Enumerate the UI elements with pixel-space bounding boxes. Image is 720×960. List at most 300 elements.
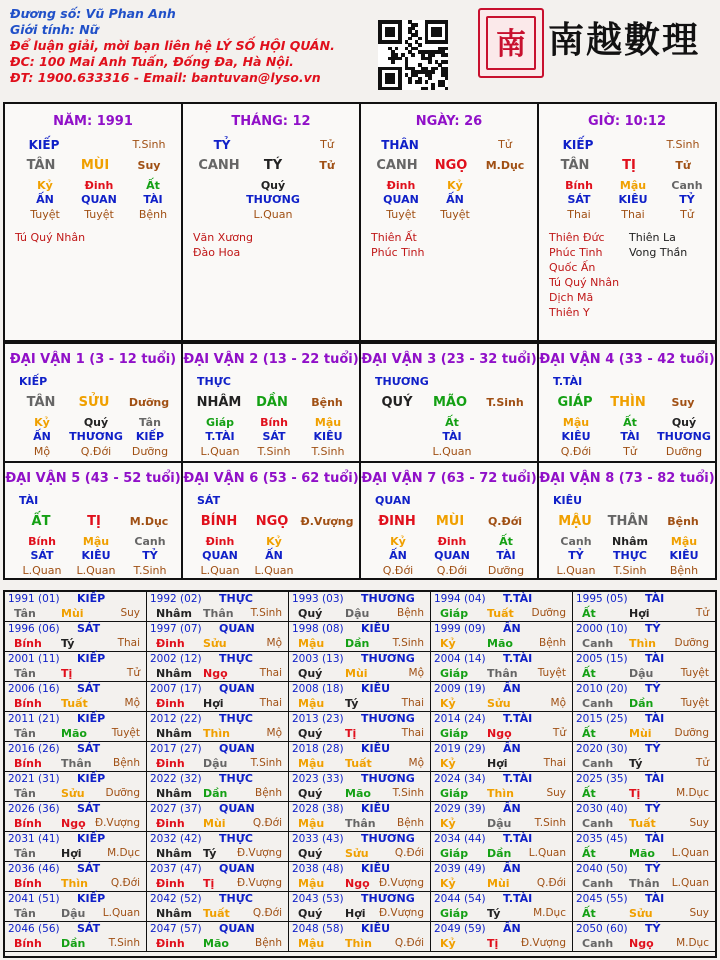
ten-god: SÁT bbox=[30, 549, 54, 562]
dai-van-top-god: SÁT bbox=[197, 494, 221, 507]
contact-line: Để luận giải, mời bạn liên hệ LÝ SỐ HỘI QUÁN. bbox=[10, 38, 335, 53]
pillar-top-god: KIẾP bbox=[28, 138, 60, 152]
hidden-stem: Mậu bbox=[619, 179, 647, 192]
year-cell bbox=[147, 802, 289, 832]
year-ten-god: THƯƠNG bbox=[361, 592, 415, 605]
earthly-branch: TÝ bbox=[263, 158, 283, 173]
heavenly-stem: TÂN bbox=[26, 395, 56, 410]
year-stem: Đinh bbox=[156, 757, 185, 770]
life-stage: Thai bbox=[567, 208, 591, 221]
year-stem: Kỷ bbox=[440, 937, 456, 950]
qr-code-icon[interactable] bbox=[378, 20, 448, 90]
year-stem: Quý bbox=[298, 787, 323, 800]
dai-van-top-god: QUAN bbox=[375, 494, 411, 507]
year-label: 1992 (02) bbox=[150, 593, 202, 605]
year-cell bbox=[573, 832, 715, 862]
year-ten-god: TÀI bbox=[645, 652, 665, 665]
dai-van-status: Q.Đới bbox=[487, 515, 523, 528]
ten-god: ẤN bbox=[265, 549, 283, 562]
dai-van-status: Suy bbox=[671, 396, 695, 409]
year-stem: Ất bbox=[582, 607, 596, 620]
year-cell bbox=[5, 802, 147, 832]
ten-god: THƯƠNG bbox=[246, 193, 300, 206]
year-ten-god: TỶ bbox=[645, 742, 661, 755]
year-label: 2038 (48) bbox=[292, 863, 344, 875]
hidden-stem: Bính bbox=[28, 535, 56, 548]
year-cell bbox=[147, 892, 289, 922]
ten-god: THƯƠNG bbox=[69, 430, 123, 443]
year-ten-god: T.TÀI bbox=[503, 772, 533, 785]
year-ten-god: T.TÀI bbox=[503, 652, 533, 665]
year-stem: Tân bbox=[14, 787, 36, 800]
year-ten-god: THƯƠNG bbox=[361, 712, 415, 725]
year-stem: Bính bbox=[14, 937, 42, 950]
year-label: 2009 (19) bbox=[434, 683, 486, 695]
life-stage: Tuyệt bbox=[440, 208, 470, 221]
year-label: 2004 (14) bbox=[434, 653, 486, 665]
year-branch: Tý bbox=[629, 757, 643, 770]
ten-god: TỶ bbox=[679, 193, 695, 206]
life-stage: Tuyệt bbox=[386, 208, 416, 221]
year-cell bbox=[573, 772, 715, 802]
year-branch: Mùi bbox=[487, 877, 510, 890]
year-stem: Bính bbox=[14, 637, 42, 650]
dai-van-title: ĐẠI VẬN 2 (13 - 22 tuổi) bbox=[183, 352, 359, 367]
year-ten-god: TÀI bbox=[645, 832, 665, 845]
dai-van-title: ĐẠI VẬN 4 (33 - 42 tuổi) bbox=[539, 352, 715, 367]
year-stage: M.Dục bbox=[676, 937, 709, 949]
year-stage: Đ.Vượng bbox=[378, 907, 424, 919]
year-stage: T.Sinh bbox=[392, 787, 424, 799]
shen-sha-star: Văn Xương bbox=[193, 231, 253, 244]
year-stage: Bệnh bbox=[397, 817, 424, 829]
pillar-title: NĂM: 1991 bbox=[53, 114, 133, 129]
year-branch: Dậu bbox=[345, 607, 370, 620]
earthly-branch: THÂN bbox=[607, 514, 649, 529]
year-label: 2031 (41) bbox=[8, 833, 60, 845]
year-ten-god: THƯƠNG bbox=[361, 772, 415, 785]
year-label: 2021 (31) bbox=[8, 773, 60, 785]
year-cell bbox=[289, 712, 431, 742]
heavenly-stem: TÂN bbox=[26, 158, 56, 173]
life-stage: L.Quan bbox=[200, 445, 240, 458]
year-stem: Đinh bbox=[156, 817, 185, 830]
year-cell bbox=[147, 922, 289, 952]
year-branch: Tị bbox=[629, 787, 641, 800]
year-ten-god: KIÊU bbox=[361, 742, 391, 755]
year-cell bbox=[289, 892, 431, 922]
life-stage: Tử bbox=[680, 208, 694, 221]
year-stage: Q.Đới bbox=[394, 847, 424, 859]
dai-van-top-god: TÀI bbox=[19, 494, 39, 507]
year-cell bbox=[5, 862, 147, 892]
year-label: 2032 (42) bbox=[150, 833, 202, 845]
ten-god: TÀI bbox=[143, 193, 163, 206]
year-label: 2030 (40) bbox=[576, 803, 628, 815]
chart-header bbox=[10, 6, 370, 86]
year-stem: Canh bbox=[582, 697, 614, 710]
year-stem: Bính bbox=[14, 817, 42, 830]
year-stem: Ất bbox=[582, 787, 596, 800]
hidden-stem: Giáp bbox=[205, 416, 235, 429]
earthly-branch: DẦN bbox=[256, 395, 288, 410]
year-ten-god: SÁT bbox=[77, 922, 101, 935]
year-stage: Thai bbox=[259, 667, 282, 679]
hidden-stem: Kỷ bbox=[34, 416, 50, 429]
year-branch: Ngọ bbox=[345, 877, 370, 890]
shen-sha-star: Đào Hoa bbox=[193, 246, 241, 259]
year-ten-god: THỰC bbox=[219, 592, 253, 605]
year-ten-god: QUAN bbox=[219, 742, 255, 755]
year-label: 2017 (27) bbox=[150, 743, 202, 755]
year-cell bbox=[5, 772, 147, 802]
pillar-status: Tử bbox=[319, 159, 335, 172]
life-stage: T.Sinh bbox=[311, 445, 345, 458]
hidden-stem: Bính bbox=[260, 416, 288, 429]
year-cell bbox=[573, 712, 715, 742]
year-branch: Tị bbox=[345, 727, 357, 740]
year-branch: Hợi bbox=[61, 847, 82, 860]
year-branch: Dần bbox=[629, 697, 654, 710]
year-stage: Mộ bbox=[550, 697, 566, 709]
ten-god: QUAN bbox=[434, 549, 470, 562]
year-branch: Thân bbox=[203, 607, 234, 620]
year-stage: Mộ bbox=[266, 637, 282, 649]
year-cell bbox=[431, 802, 573, 832]
year-label: 2047 (57) bbox=[150, 923, 202, 935]
hidden-stem: Canh bbox=[671, 179, 703, 192]
dai-van-panel bbox=[3, 342, 717, 580]
year-ten-god: TỶ bbox=[645, 622, 661, 635]
ten-god: THƯƠNG bbox=[657, 430, 711, 443]
phone-email-line: ĐT: 1900.633316 - Email: bantuvan@lyso.vn bbox=[10, 70, 321, 85]
pillar-title: GIỜ: 10:12 bbox=[588, 114, 666, 129]
year-stem: Tân bbox=[14, 727, 36, 740]
year-ten-god: ẤN bbox=[503, 802, 521, 815]
year-cell bbox=[5, 832, 147, 862]
red-seal-logo: 南 bbox=[478, 8, 544, 78]
year-cell bbox=[573, 862, 715, 892]
dai-van-top-god: THỰC bbox=[197, 375, 231, 388]
year-label: 2012 (22) bbox=[150, 713, 202, 725]
year-label: 2039 (49) bbox=[434, 863, 486, 875]
pillar-top-god: KIẾP bbox=[562, 138, 594, 152]
year-stem: Giáp bbox=[440, 607, 469, 620]
year-label: 2019 (29) bbox=[434, 743, 486, 755]
year-label: 2050 (60) bbox=[576, 923, 628, 935]
year-branch: Tý bbox=[61, 637, 75, 650]
year-label: 2042 (52) bbox=[150, 893, 202, 905]
year-branch: Ngọ bbox=[61, 817, 86, 830]
year-label: 2015 (25) bbox=[576, 713, 628, 725]
year-branch: Sửu bbox=[345, 847, 369, 860]
year-stem: Canh bbox=[582, 937, 614, 950]
year-stage: T.Sinh bbox=[250, 757, 282, 769]
hidden-stem: Đinh bbox=[437, 535, 467, 548]
year-cell bbox=[5, 622, 147, 652]
year-stage: Bệnh bbox=[255, 787, 282, 799]
year-branch: Thìn bbox=[203, 727, 230, 740]
year-ten-god: KIÊU bbox=[361, 622, 391, 635]
hidden-stem: Quý bbox=[83, 416, 109, 429]
life-stage: L.Quan bbox=[200, 564, 240, 577]
year-label: 2006 (16) bbox=[8, 683, 60, 695]
year-branch: Dậu bbox=[203, 757, 228, 770]
year-stage: Dưỡng bbox=[674, 727, 709, 739]
year-label: 2045 (55) bbox=[576, 893, 628, 905]
year-stage: Đ.Vượng bbox=[378, 877, 424, 889]
year-cell bbox=[289, 772, 431, 802]
year-stem: Mậu bbox=[298, 757, 325, 770]
year-stem: Kỷ bbox=[440, 637, 456, 650]
year-stage: Q.Đới bbox=[252, 817, 282, 829]
pillar-status: Suy bbox=[137, 159, 161, 172]
year-ten-god: TỶ bbox=[645, 862, 661, 875]
year-label: 2043 (53) bbox=[292, 893, 344, 905]
year-branch: Sửu bbox=[487, 697, 511, 710]
year-stem: Nhâm bbox=[156, 847, 192, 860]
pillar-status: M.Dục bbox=[485, 159, 525, 172]
year-ten-god: ẤN bbox=[503, 922, 521, 935]
year-branch: Thìn bbox=[61, 877, 88, 890]
life-stage: T.Sinh bbox=[613, 564, 647, 577]
year-branch: Tuất bbox=[345, 757, 372, 770]
year-stem: Đinh bbox=[156, 937, 185, 950]
year-stage: T.Sinh bbox=[108, 937, 140, 949]
dai-van-status: T.Sinh bbox=[486, 396, 524, 409]
life-stage: Dưỡng bbox=[665, 445, 703, 458]
dai-van-status: Bệnh bbox=[311, 396, 343, 409]
year-branch: Hợi bbox=[345, 907, 366, 920]
earthly-branch: MÙI bbox=[435, 514, 465, 529]
year-stem: Quý bbox=[298, 607, 323, 620]
year-label: 2014 (24) bbox=[434, 713, 486, 725]
shen-sha-star: Vong Thần bbox=[629, 246, 688, 259]
year-cell bbox=[5, 922, 147, 952]
year-label: 2040 (50) bbox=[576, 863, 628, 875]
year-branch: Hợi bbox=[487, 757, 508, 770]
ten-god: THỰC bbox=[613, 549, 647, 562]
ten-god: QUAN bbox=[81, 193, 117, 206]
year-label: 2020 (30) bbox=[576, 743, 628, 755]
shen-sha-star: Phúc Tinh bbox=[371, 246, 425, 259]
dai-van-top-god: THƯƠNG bbox=[375, 375, 429, 388]
heavenly-stem: NHÂM bbox=[196, 395, 242, 410]
year-cell bbox=[5, 892, 147, 922]
year-branch: Mão bbox=[487, 637, 513, 650]
year-cell bbox=[573, 622, 715, 652]
year-branch: Dậu bbox=[629, 667, 654, 680]
year-stem: Nhâm bbox=[156, 667, 192, 680]
ten-god: ẤN bbox=[389, 549, 407, 562]
brand-logo: 南越數理 bbox=[548, 19, 701, 61]
year-stage: Dưỡng bbox=[531, 607, 566, 619]
hidden-stem: Nhâm bbox=[612, 535, 648, 548]
year-ten-god: KIẾP bbox=[77, 772, 106, 785]
pillar-top-stage: Tử bbox=[498, 138, 512, 151]
year-label: 2035 (45) bbox=[576, 833, 628, 845]
year-stage: Mộ bbox=[408, 667, 424, 679]
year-label: 1999 (09) bbox=[434, 623, 486, 635]
year-branch: Sửu bbox=[61, 787, 85, 800]
year-stem: Tân bbox=[14, 667, 36, 680]
year-stem: Canh bbox=[582, 637, 614, 650]
dai-van-top-god: KIÊU bbox=[553, 494, 583, 507]
year-stage: M.Dục bbox=[676, 787, 709, 799]
hidden-stem: Tân bbox=[139, 416, 161, 429]
year-stage: Q.Đới bbox=[110, 877, 140, 889]
ten-god: QUAN bbox=[383, 193, 419, 206]
ten-god: KIÊU bbox=[561, 430, 591, 443]
life-stage: L.Quan bbox=[76, 564, 116, 577]
year-stem: Mậu bbox=[298, 817, 325, 830]
year-stage: Bệnh bbox=[255, 937, 282, 949]
year-label: 2005 (15) bbox=[576, 653, 628, 665]
pillar-top-stage: T.Sinh bbox=[132, 138, 166, 151]
year-stem: Kỷ bbox=[440, 877, 456, 890]
year-cell bbox=[431, 862, 573, 892]
life-stage: Q.Đới bbox=[80, 445, 112, 458]
dai-van-title: ĐẠI VẬN 3 (23 - 32 tuổi) bbox=[361, 352, 537, 367]
year-label: 2026 (36) bbox=[8, 803, 60, 815]
year-ten-god: T.TÀI bbox=[503, 832, 533, 845]
year-stage: T.Sinh bbox=[534, 817, 566, 829]
shen-sha-star: Quốc Ấn bbox=[549, 261, 596, 274]
year-ten-god: T.TÀI bbox=[503, 712, 533, 725]
earthly-branch: NGỌ bbox=[255, 514, 289, 529]
year-stage: Suy bbox=[120, 607, 140, 619]
ten-god: SÁT bbox=[567, 193, 591, 206]
year-ten-god: TỶ bbox=[645, 682, 661, 695]
pillar-title: THÁNG: 12 bbox=[231, 114, 311, 129]
year-label: 2027 (37) bbox=[150, 803, 202, 815]
year-cell bbox=[147, 592, 289, 622]
year-ten-god: THƯƠNG bbox=[361, 892, 415, 905]
shen-sha-star: Tú Quý Nhân bbox=[549, 276, 620, 289]
year-label: 2000 (10) bbox=[576, 623, 628, 635]
hidden-stem: Ất bbox=[499, 535, 513, 548]
year-stem: Bính bbox=[14, 877, 42, 890]
year-ten-god: KIÊU bbox=[361, 922, 391, 935]
life-stage: L.Quan bbox=[253, 208, 293, 221]
dai-van-status: Đ.Vượng bbox=[300, 515, 354, 528]
hidden-stem: Đinh bbox=[386, 179, 416, 192]
year-stage: Suy bbox=[546, 787, 566, 799]
year-branch: Mão bbox=[61, 727, 87, 740]
year-branch: Dần bbox=[345, 637, 370, 650]
year-branch: Thân bbox=[61, 757, 92, 770]
year-ten-god: SÁT bbox=[77, 862, 101, 875]
year-label: 2007 (17) bbox=[150, 683, 202, 695]
year-ten-god: SÁT bbox=[77, 622, 101, 635]
year-stage: Đ.Vượng bbox=[236, 847, 282, 859]
year-stage: Tử bbox=[552, 727, 566, 739]
shen-sha-star: Thiên Đức bbox=[549, 231, 605, 244]
year-label: 2003 (13) bbox=[292, 653, 344, 665]
ten-god: TÀI bbox=[442, 430, 462, 443]
heavenly-stem: ĐINH bbox=[378, 514, 416, 529]
earthly-branch: TỊ bbox=[622, 158, 636, 173]
year-cell bbox=[289, 682, 431, 712]
ten-god: ẤN bbox=[33, 430, 51, 443]
heavenly-stem: GIÁP bbox=[557, 395, 593, 410]
ten-god: TÀI bbox=[496, 549, 516, 562]
year-stem: Ất bbox=[582, 847, 596, 860]
year-cell bbox=[431, 652, 573, 682]
earthly-branch: MÃO bbox=[432, 395, 468, 410]
year-cell bbox=[431, 922, 573, 952]
year-stage: Đ.Vượng bbox=[236, 877, 282, 889]
owner-line: Đương số: Vũ Phan Anh bbox=[10, 6, 176, 21]
year-ten-god: SÁT bbox=[77, 742, 101, 755]
year-stem: Bính bbox=[14, 697, 42, 710]
year-branch: Dậu bbox=[61, 907, 86, 920]
hidden-stem: Ất bbox=[623, 416, 637, 429]
year-stage: Tuyệt bbox=[680, 697, 709, 709]
dai-van-top-god: T.TÀI bbox=[553, 375, 583, 388]
heavenly-stem: BÍNH bbox=[200, 514, 238, 529]
year-stage: Mộ bbox=[124, 697, 140, 709]
year-ten-god: TÀI bbox=[645, 592, 665, 605]
year-stage: Tuyệt bbox=[680, 667, 709, 679]
year-stage: Thai bbox=[401, 727, 424, 739]
year-stage: Bệnh bbox=[397, 607, 424, 619]
year-ten-god: QUAN bbox=[219, 622, 255, 635]
year-stem: Mậu bbox=[298, 697, 325, 710]
year-stem: Tân bbox=[14, 607, 36, 620]
year-branch: Mùi bbox=[629, 727, 652, 740]
year-label: 2023 (33) bbox=[292, 773, 344, 785]
life-stage: Q.Đới bbox=[560, 445, 592, 458]
dai-van-status: Dưỡng bbox=[128, 396, 170, 409]
year-ten-god: QUAN bbox=[219, 922, 255, 935]
ten-god: KIẾP bbox=[135, 430, 165, 443]
life-stage: Tử bbox=[623, 445, 637, 458]
pillar-top-stage: T.Sinh bbox=[666, 138, 700, 151]
year-ten-god: THỰC bbox=[219, 772, 253, 785]
year-cell bbox=[431, 592, 573, 622]
year-stem: Quý bbox=[298, 907, 323, 920]
year-stem: Ất bbox=[582, 907, 596, 920]
year-ten-god: TÀI bbox=[645, 772, 665, 785]
year-stem: Kỷ bbox=[440, 817, 456, 830]
year-stage: Dưỡng bbox=[105, 787, 140, 799]
pillar-top-god: TỶ bbox=[213, 138, 231, 152]
year-cell bbox=[147, 682, 289, 712]
ten-god: KIÊU bbox=[669, 549, 699, 562]
year-stem: Giáp bbox=[440, 787, 469, 800]
year-label: 2044 (54) bbox=[434, 893, 486, 905]
life-stage: Tuyệt bbox=[84, 208, 114, 221]
year-ten-god: THƯƠNG bbox=[361, 832, 415, 845]
year-label: 1996 (06) bbox=[8, 623, 60, 635]
year-stem: Đinh bbox=[156, 697, 185, 710]
year-branch: Dần bbox=[487, 847, 512, 860]
year-branch: Tý bbox=[203, 847, 217, 860]
year-label: 2022 (32) bbox=[150, 773, 202, 785]
year-stage: L.Quan bbox=[528, 847, 566, 859]
year-label: 2037 (47) bbox=[150, 863, 202, 875]
year-stem: Kỷ bbox=[440, 697, 456, 710]
life-stage: Bệnh bbox=[669, 564, 699, 577]
year-stem: Canh bbox=[582, 757, 614, 770]
earthly-branch: SỬU bbox=[78, 395, 110, 410]
year-cell bbox=[289, 742, 431, 772]
year-stage: Thai bbox=[259, 697, 282, 709]
hidden-stem: Mậu bbox=[670, 535, 698, 548]
hidden-stem: Mậu bbox=[82, 535, 110, 548]
ten-god: SÁT bbox=[262, 430, 286, 443]
